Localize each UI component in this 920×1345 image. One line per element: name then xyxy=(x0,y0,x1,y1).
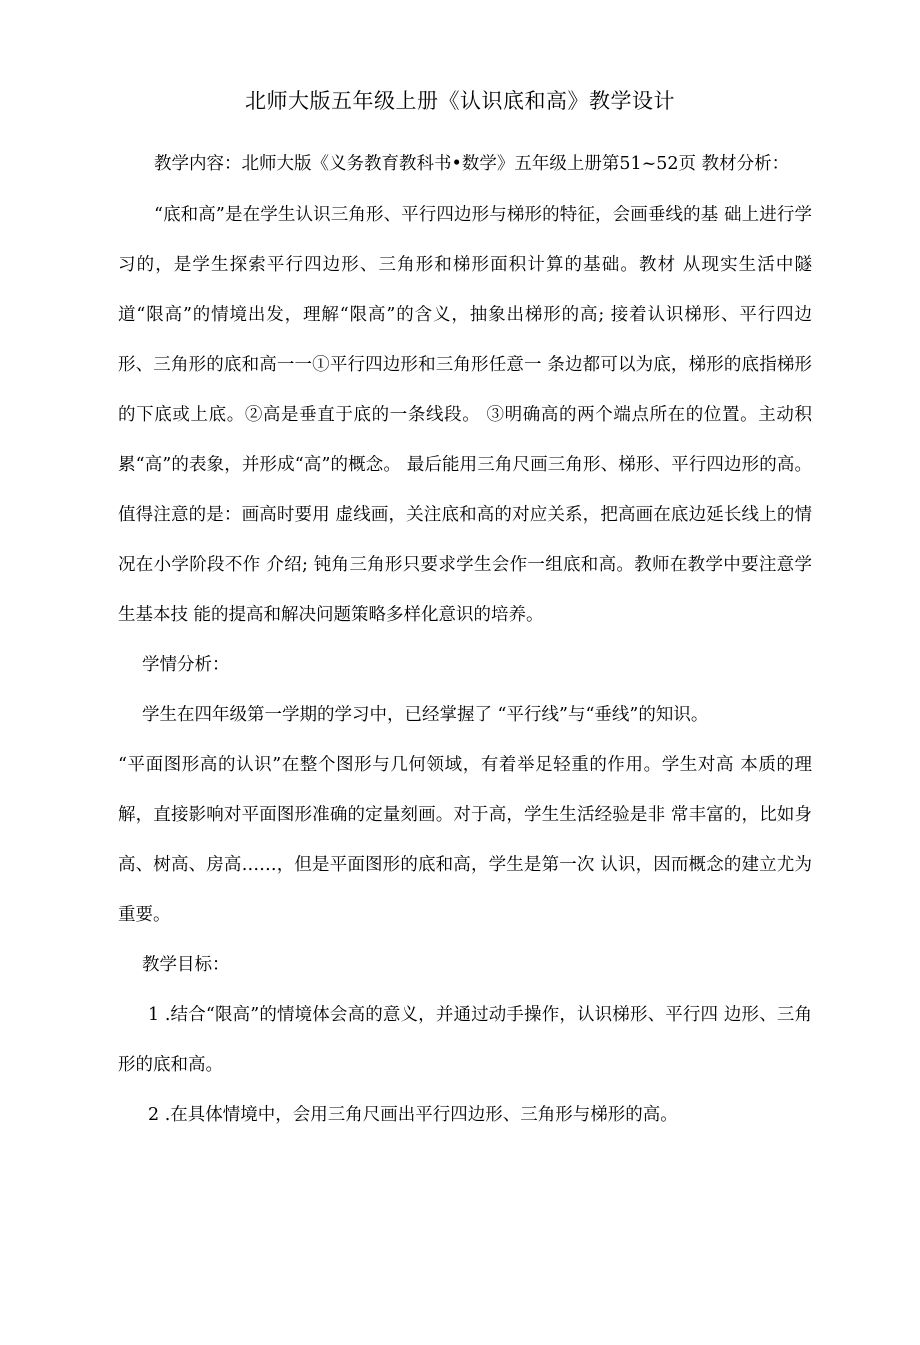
student-analysis-heading: 学情分析： xyxy=(142,655,230,675)
student-analysis-line-1: 学生在四年级第一学期的学习中，已经掌握了 “平行线”与“垂线”的知识。 xyxy=(142,705,709,725)
teaching-objective-item-1: 1 .结合“限高”的情境体会高的意义，并通过动手操作，认识梯形、平行四 边形、三角形的底和高。 xyxy=(118,1005,812,1075)
textbook-analysis-paragraph: “底和高”是在学生认识三角形、平行四边形与梯形的特征，会画垂线的基 础上进行学习的，是学生探索平行四边形、三角形和梯形面积计算的基础。教材 从现实生活中隧道“限高”的情境出发，理解“限高”的含义，抽象出梯形的高; 接着认识梯形、平行四边形、三角形的底和高一一①平行四边形和三角形任意一 条边都可以为底，梯形的底指梯形的下底或上底。②高是垂直于底的一条线段。 ③明确高的两个端点所在的位置。主动积累“高”的表象，并形成“高”的概念。 最后能用三角尺画三角形、梯形、平行四边形的高。值得注意的是：画高时要用 虚线画，关注底和高的对应关系，把高画在底边延长线上的情况在小学阶段不作 介绍; 钝角三角形只要求学生会作一组底和高。教师在教学中要注意学生基本技 能的提高和解决问题策略多样化意识的培养。 xyxy=(118,205,812,625)
student-analysis-line-2: “平面图形高的认识”在整个图形与几何领域，有着举足轻重的作用。学生对高 本质的理解，直接影响对平面图形准确的定量刻画。对于高，学生生活经验是非 常丰富的，比如身高、树高、房高……，但是平面图形的底和高，学生是第一次 认识，因而概念的建立尤为重要。 xyxy=(118,755,812,925)
document-body xyxy=(118,150,812,1140)
teaching-objectives-heading: 教学目标： xyxy=(142,955,230,975)
teaching-content-paragraph: 教学内容：北师大版《义务教育教科书•数学》五年级上册第51~52页 教材分析： xyxy=(154,154,790,174)
page-title: 北师大版五年级上册《认识底和高》教学设计 xyxy=(245,89,675,113)
teaching-objective-item-2: 2 .在具体情境中，会用三角尺画出平行四边形、三角形与梯形的高。 xyxy=(148,1105,678,1125)
